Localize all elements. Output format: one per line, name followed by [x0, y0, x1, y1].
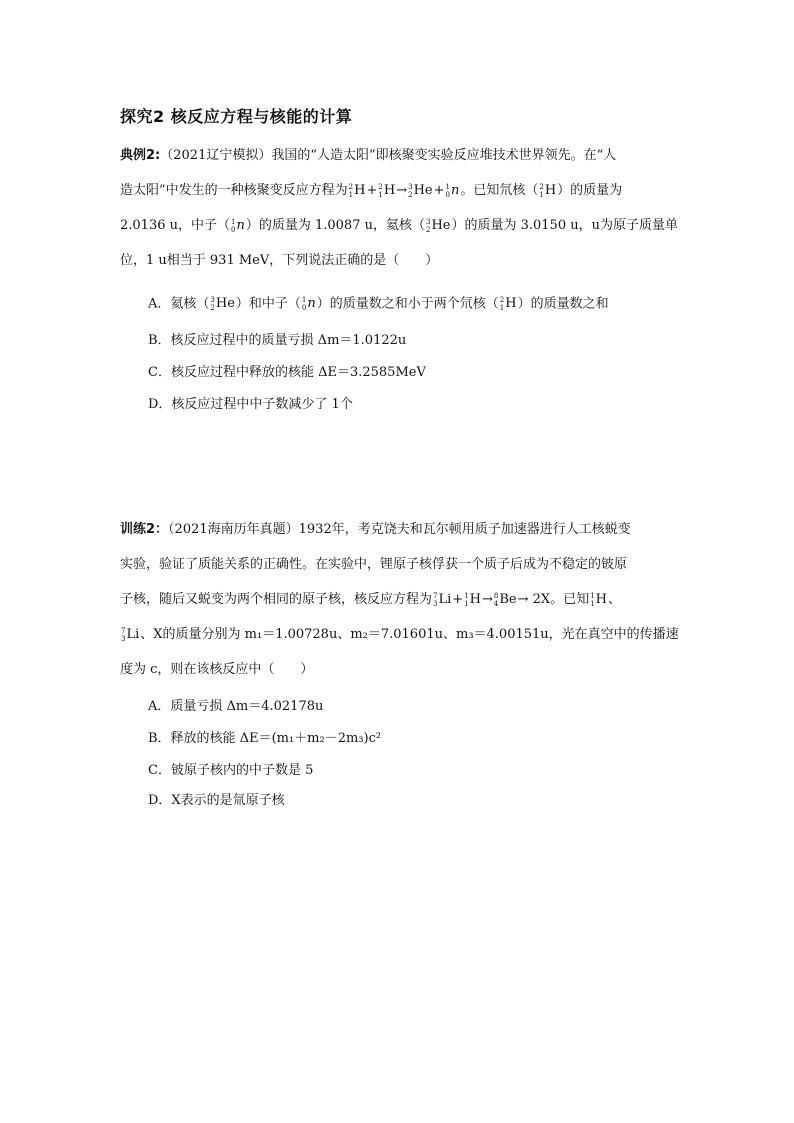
nuclide-lithium: 7 3 Li [433, 591, 452, 608]
nuclide-proton: 1 1 H [590, 591, 608, 608]
example-option-a: A．氦核（ 3 2 He ）和中子（ 1 0 n ）的质量数之和小于两个氘核（ 2 1 H ）的质量数之和 [148, 296, 609, 312]
training-option-b: B．释放的核能 ΔE＝(m₁＋m₂－2m₃)c² [148, 731, 382, 746]
nuclide-deuterium: 2 1 H [499, 296, 517, 312]
example-line-4: 位，1 u相当于 931 MeV，下列说法正确的是（ ） [120, 253, 439, 268]
training-line-1: 训练2：（2021海南历年真题）1932年，考克饶夫和瓦尔顿用质子加速器进行人工核蜕变 [120, 522, 631, 537]
nuclide-deuterium: 2 1 H [378, 182, 396, 199]
nuclide-deuterium: 2 1 H [539, 182, 557, 199]
nuclide-helium-3: 3 2 He [210, 296, 235, 312]
nuclide-neutron: 1 0 n [231, 217, 245, 234]
nuclide-proton: 1 1 H [464, 591, 481, 608]
training-option-a: A．质量亏损 Δm＝4.02178u [148, 699, 324, 714]
nuclide-neutron: 1 0 n [445, 182, 460, 199]
nuclide-lithium: 7 3 Li [121, 626, 140, 643]
training-label: 训练2： [120, 522, 169, 537]
training-line-4: 7 3 Li 、X的质量分别为 m₁＝1.00728u、m₂＝7.01601u、m₃＝4.00151u，光在真空中的传播速 [120, 617, 680, 652]
example-label: 典例2: [120, 148, 161, 163]
nuclide-helium-3: 3 2 He [408, 182, 433, 199]
nuclide-deuterium: 2 1 H [348, 182, 366, 199]
nuclide-neutron: 1 0 n [301, 296, 316, 312]
example-option-b: B．核反应过程中的质量亏损 Δm＝1.0122u [148, 333, 407, 348]
example-line-1: 典例2:（2021辽宁模拟）我国的“人造太阳”即核聚变实验反应堆技术世界领先。在“人 [120, 148, 617, 163]
training-line-2: 实验，验证了质能关系的正确性。在实验中，锂原子核俘获一个质子后成为不稳定的铍原 [120, 557, 628, 572]
training-question [120, 512, 680, 687]
nuclide-helium-3: 3 2 He [425, 217, 451, 234]
example-line-3: 2.0136 u，中子（ 1 0 n ）的质量为 1.0087 u，氦核（ 3 2 He ）的质量为 3.0150 u，u为原子质量单 [120, 208, 680, 243]
training-option-d: D．X表示的是氚原子核 [148, 793, 285, 808]
example-option-d: D．核反应过程中中子数减少了 1个 [148, 397, 353, 412]
example-question [120, 138, 680, 278]
example-option-c: C．核反应过程中释放的核能 ΔE＝3.2585MeV [148, 365, 426, 380]
section-title: 探究2 核反应方程与核能的计算 [120, 107, 353, 126]
example-line-2: 造太阳”中发生的一种核聚变反应方程为 2 1 H + 2 1 H → 3 2 He + 1 0 n 。已知氘核（ 2 1 H ）的质量为 [120, 173, 680, 208]
nuclide-beryllium: 8 4 Be [493, 591, 517, 608]
training-option-c: C．铍原子核内的中子数是 5 [148, 763, 314, 778]
training-line-3: 子核，随后又蜕变为两个相同的原子核，核反应方程为 7 3 Li + 1 1 H → 8 4 Be → 2X。已知 1 1 H 、 [120, 582, 680, 617]
training-line-5: 度为 c，则在该核反应中（ ） [120, 662, 314, 677]
